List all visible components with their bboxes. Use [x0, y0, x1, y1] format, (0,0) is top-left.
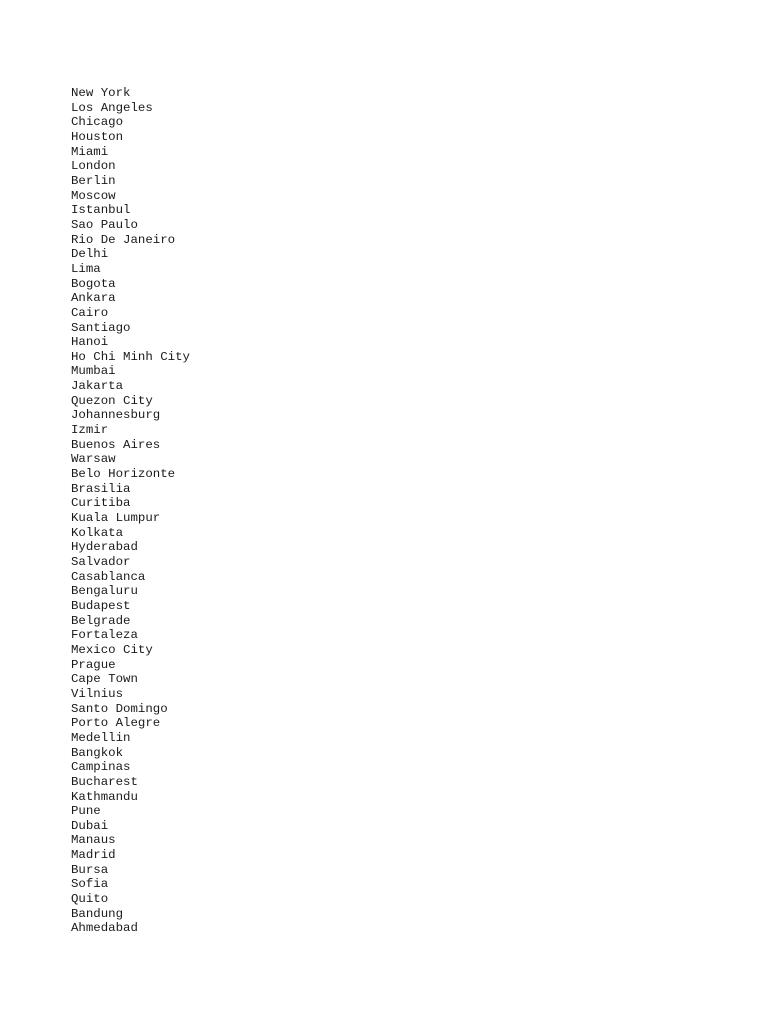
- city-list-item: Pune: [71, 804, 101, 819]
- city-list-item: Belgrade: [71, 613, 131, 628]
- city-list-item: Rio De Janeiro: [71, 232, 176, 247]
- city-list-item: Curitiba: [71, 496, 131, 511]
- city-list-item: Hanoi: [71, 335, 109, 350]
- city-list-item: Istanbul: [71, 203, 131, 218]
- city-list-item: Los Angeles: [71, 100, 153, 115]
- city-list-item: Bandung: [71, 906, 124, 921]
- city-list-item: Mumbai: [71, 364, 116, 379]
- city-list-item: Fortaleza: [71, 628, 138, 643]
- city-list-item: Sofia: [71, 877, 109, 892]
- city-list-item: Santo Domingo: [71, 701, 168, 716]
- city-list-item: Ho Chi Minh City: [71, 349, 190, 364]
- city-list-item: Kolkata: [71, 525, 124, 540]
- city-list-item: Medellin: [71, 730, 131, 745]
- city-list-item: Vilnius: [71, 686, 124, 701]
- city-list-item: Cairo: [71, 305, 109, 320]
- city-list-item: Mexico City: [71, 642, 153, 657]
- city-list-item: Bursa: [71, 862, 109, 877]
- city-list-item: Quezon City: [71, 393, 153, 408]
- city-list-item: Santiago: [71, 320, 131, 335]
- city-list-item: Madrid: [71, 848, 116, 863]
- city-list-item: Miami: [71, 144, 109, 159]
- city-list-item: Bogota: [71, 276, 116, 291]
- city-list-item: Campinas: [71, 760, 131, 775]
- city-list-item: Chicago: [71, 115, 124, 130]
- city-list-item: Izmir: [71, 423, 109, 438]
- city-list-item: Jakarta: [71, 379, 124, 394]
- city-list-item: Salvador: [71, 555, 131, 569]
- city-list-item: London: [71, 159, 116, 174]
- city-list-item: Berlin: [71, 173, 116, 188]
- city-list-item: Belo Horizonte: [71, 467, 176, 482]
- city-list-item: Delhi: [71, 247, 109, 262]
- city-list-item: Bengaluru: [71, 584, 138, 599]
- city-list-item: Lima: [71, 261, 101, 276]
- city-list-item: Brasilia: [71, 481, 131, 496]
- city-list-item: Prague: [71, 657, 116, 672]
- city-list: [71, 86, 190, 936]
- city-list-item: Budapest: [71, 598, 131, 613]
- city-list-item: Sao Paulo: [71, 217, 138, 232]
- city-list-item: Bangkok: [71, 745, 124, 760]
- city-list-item: Quito: [71, 892, 109, 907]
- city-list-item: Dubai: [71, 818, 109, 833]
- city-list-item: Ahmedabad: [71, 921, 138, 936]
- city-list-item: Houston: [71, 129, 124, 144]
- city-list-item: Manaus: [71, 833, 116, 848]
- city-list-item: Moscow: [71, 188, 116, 203]
- city-list-item: New York: [71, 86, 131, 100]
- city-list-item: Kathmandu: [71, 789, 138, 804]
- city-list-item: Johannesburg: [71, 408, 161, 423]
- city-list-item: Porto Alegre: [71, 716, 161, 731]
- city-list-item: Buenos Aires: [71, 437, 161, 452]
- city-list-item: Ankara: [71, 291, 116, 306]
- city-list-item: Bucharest: [71, 774, 138, 789]
- city-list-item: Kuala Lumpur: [71, 511, 161, 526]
- city-list-item: Casablanca: [71, 569, 146, 584]
- city-list-item: Warsaw: [71, 452, 116, 467]
- city-list-item: Cape Town: [71, 672, 138, 687]
- city-list-item: Hyderabad: [71, 540, 138, 555]
